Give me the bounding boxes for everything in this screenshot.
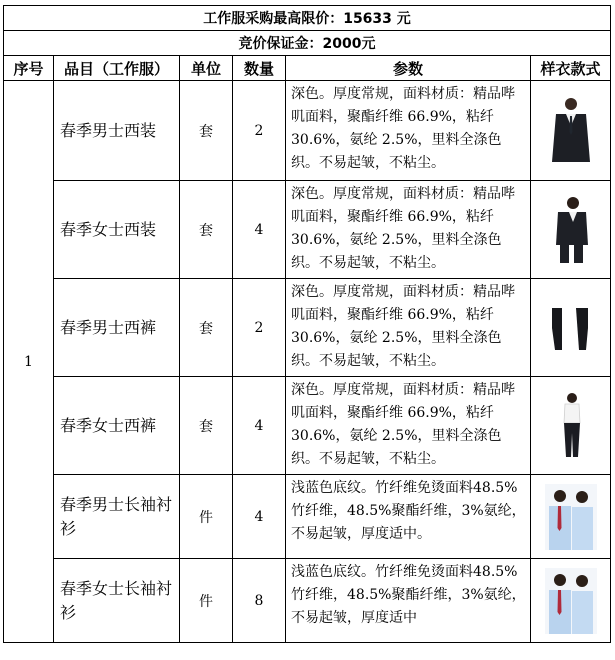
item-spec: 浅蓝色底纹。竹纤维免烫面料48.5%竹纤维，48.5%聚酯纤维，3%氨纶，不易起皱，厚度适中。 [286, 475, 531, 559]
item-qty: 4 [233, 377, 286, 475]
table-row [4, 279, 611, 377]
deposit-title: 竞价保证金：2000元 [4, 31, 611, 56]
col-spec: 参数 [286, 56, 531, 81]
col-unit: 单位 [180, 56, 233, 81]
item-spec: 浅蓝色底纹。竹纤维免烫面料48.5%竹纤维，48.5%聚酯纤维，3%氨纶，不易起皱，厚度适中 [286, 559, 531, 643]
item-name: 春季男士西裤 [54, 279, 180, 377]
item-name: 春季男士西装 [54, 81, 180, 181]
item-name: 春季女士长袖衬衫 [54, 559, 180, 643]
procurement-table [3, 5, 611, 643]
item-unit: 套 [180, 279, 233, 377]
womens-suit-image [546, 195, 596, 265]
item-spec: 深色。厚度常规，面料材质：精品哔叽面料，聚酯纤维 66.9%，粘纤 30.6%，氨纶 2.5%，里料全涤色织。不易起皱，不粘尘。 [286, 81, 531, 181]
price-limit-title: 工作服采购最高限价：15633 元 [4, 6, 611, 31]
item-qty: 2 [233, 279, 286, 377]
item-unit: 套 [180, 81, 233, 181]
item-qty: 4 [233, 475, 286, 559]
mens-suit-image [546, 96, 596, 166]
item-spec: 深色。厚度常规，面料材质：精品哔叽面料，聚酯纤维 66.9%，粘纤 30.6%，氨纶 2.5%，里料全涤色织。不易起皱，不粘尘。 [286, 181, 531, 279]
item-unit: 件 [180, 475, 233, 559]
col-sample: 样衣款式 [531, 56, 611, 81]
item-name: 春季女士西装 [54, 181, 180, 279]
table-row [4, 81, 611, 181]
group-index: 1 [4, 81, 54, 643]
item-qty: 8 [233, 559, 286, 643]
item-qty: 4 [233, 181, 286, 279]
shirts-image [545, 484, 597, 550]
table-row [4, 475, 611, 559]
mens-trousers-image [546, 298, 596, 358]
item-unit: 套 [180, 377, 233, 475]
table-row [4, 559, 611, 643]
item-unit: 件 [180, 559, 233, 643]
item-name: 春季男士长袖衬衫 [54, 475, 180, 559]
item-qty: 2 [233, 81, 286, 181]
table-row [4, 377, 611, 475]
item-spec: 深色。厚度常规，面料材质：精品哔叽面料，聚酯纤维 66.9%，粘纤 30.6%，氨纶 2.5%，里料全涤色织。不易起皱，不粘尘。 [286, 377, 531, 475]
col-index: 序号 [4, 56, 54, 81]
womens-trousers-image [546, 391, 596, 461]
item-unit: 套 [180, 181, 233, 279]
shirts-image [545, 568, 597, 634]
item-spec: 深色。厚度常规，面料材质：精品哔叽面料，聚酯纤维 66.9%，粘纤 30.6%，氨纶 2.5%，里料全涤色织。不易起皱，不粘尘。 [286, 279, 531, 377]
item-name: 春季女士西裤 [54, 377, 180, 475]
column-header-row [4, 56, 611, 81]
col-item: 品目（工作服） [54, 56, 180, 81]
table-row [4, 181, 611, 279]
col-qty: 数量 [233, 56, 286, 81]
